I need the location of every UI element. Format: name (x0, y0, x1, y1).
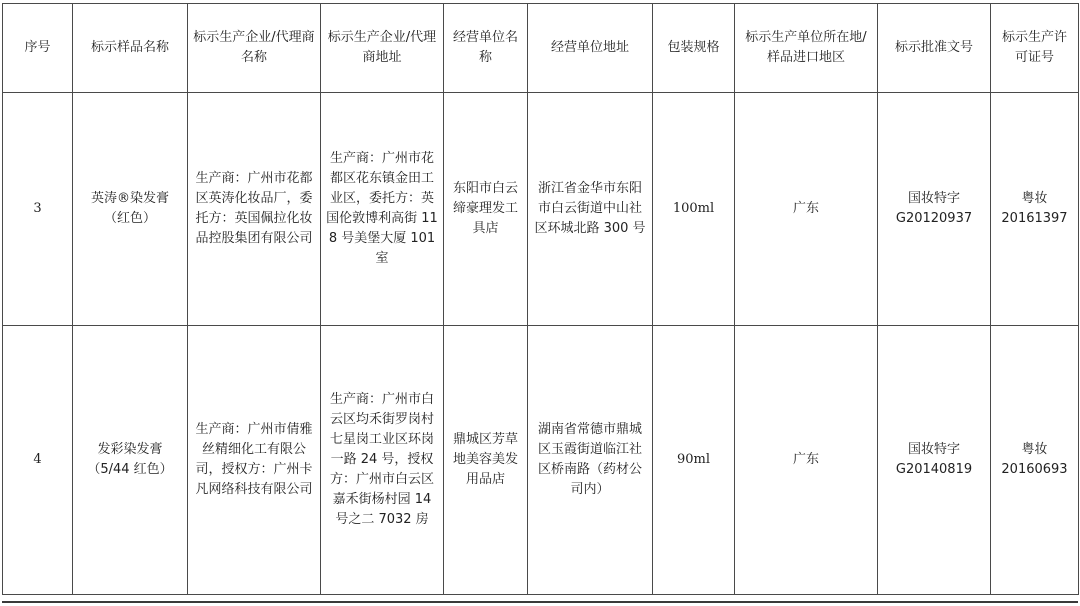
cell-sample-name (73, 326, 188, 595)
cell-dealer: 东阳市白云缔豪理发工具店 (444, 93, 528, 326)
approval-number: G20140819 (895, 462, 973, 477)
table-row (3, 93, 1079, 326)
approval-prefix: 国妆特字 (907, 442, 960, 457)
table-header-row (3, 4, 1079, 93)
cell-maker-address: 生产商：广州市白云区均禾街罗岗村七星岗工业区环岗一路 24 号，授权方：广州市白云区嘉禾街杨村园 14 号之二 7032 房 (321, 326, 444, 595)
sample-color-line: （红色） (103, 211, 156, 226)
cell-dealer-address: 浙江省金华市东阳市白云街道中山社区环城北路 300 号 (528, 93, 653, 326)
cell-license (991, 93, 1079, 326)
table-row (3, 326, 1079, 595)
cell-maker-address: 生产商：广州市花都区花东镇金田工业区，委托方：英国伦敦博利高街 118 号美堡大厦 101 室 (321, 93, 444, 326)
cell-maker: 生产商：广州市花都区英涛化妆品厂，委托方：英国佩拉化妆品控股集团有限公司 (188, 93, 321, 326)
cell-dealer-address: 湖南省常德市鼎城区玉霞街道临江社区桥南路（药材公司内） (528, 326, 653, 595)
header-maker-address: 标示生产企业/代理商地址 (321, 4, 444, 93)
license-prefix: 粤妆 (1021, 191, 1048, 206)
sample-table (2, 3, 1079, 595)
cell-approval (878, 326, 991, 595)
cell-license (991, 326, 1079, 595)
cell-sample-name (73, 93, 188, 326)
sample-name-line: 英涛®染发膏 (90, 191, 169, 206)
cell-approval (878, 93, 991, 326)
header-no: 序号 (3, 4, 73, 93)
bottom-rule (2, 601, 1078, 603)
cell-maker: 生产商：广州市倩雅丝精细化工有限公司，授权方：广州卡凡网络科技有限公司 (188, 326, 321, 595)
cell-package: 100ml (653, 93, 735, 326)
cell-no: 4 (3, 326, 73, 595)
approval-number: G20120937 (895, 211, 973, 226)
cell-dealer: 鼎城区芳草地美容美发用品店 (444, 326, 528, 595)
approval-prefix: 国妆特字 (907, 191, 960, 206)
license-number: 20160693 (1001, 462, 1068, 477)
license-prefix: 粤妆 (1021, 442, 1048, 457)
cell-package: 90ml (653, 326, 735, 595)
header-dealer-address: 经营单位地址 (528, 4, 653, 93)
sample-name-line: 发彩染发膏 (97, 442, 163, 457)
header-region: 标示生产单位所在地/样品进口地区 (735, 4, 878, 93)
header-approval: 标示批准文号 (878, 4, 991, 93)
header-license: 标示生产许可证号 (991, 4, 1079, 93)
cell-no: 3 (3, 93, 73, 326)
header-dealer: 经营单位名称 (444, 4, 528, 93)
header-maker: 标示生产企业/代理商名称 (188, 4, 321, 93)
cell-region: 广东 (735, 326, 878, 595)
sample-color-line: （5/44 红色） (87, 462, 173, 477)
license-number: 20161397 (1001, 211, 1068, 226)
cell-region: 广东 (735, 93, 878, 326)
header-sample-name: 标示样品名称 (73, 4, 188, 93)
header-package: 包装规格 (653, 4, 735, 93)
